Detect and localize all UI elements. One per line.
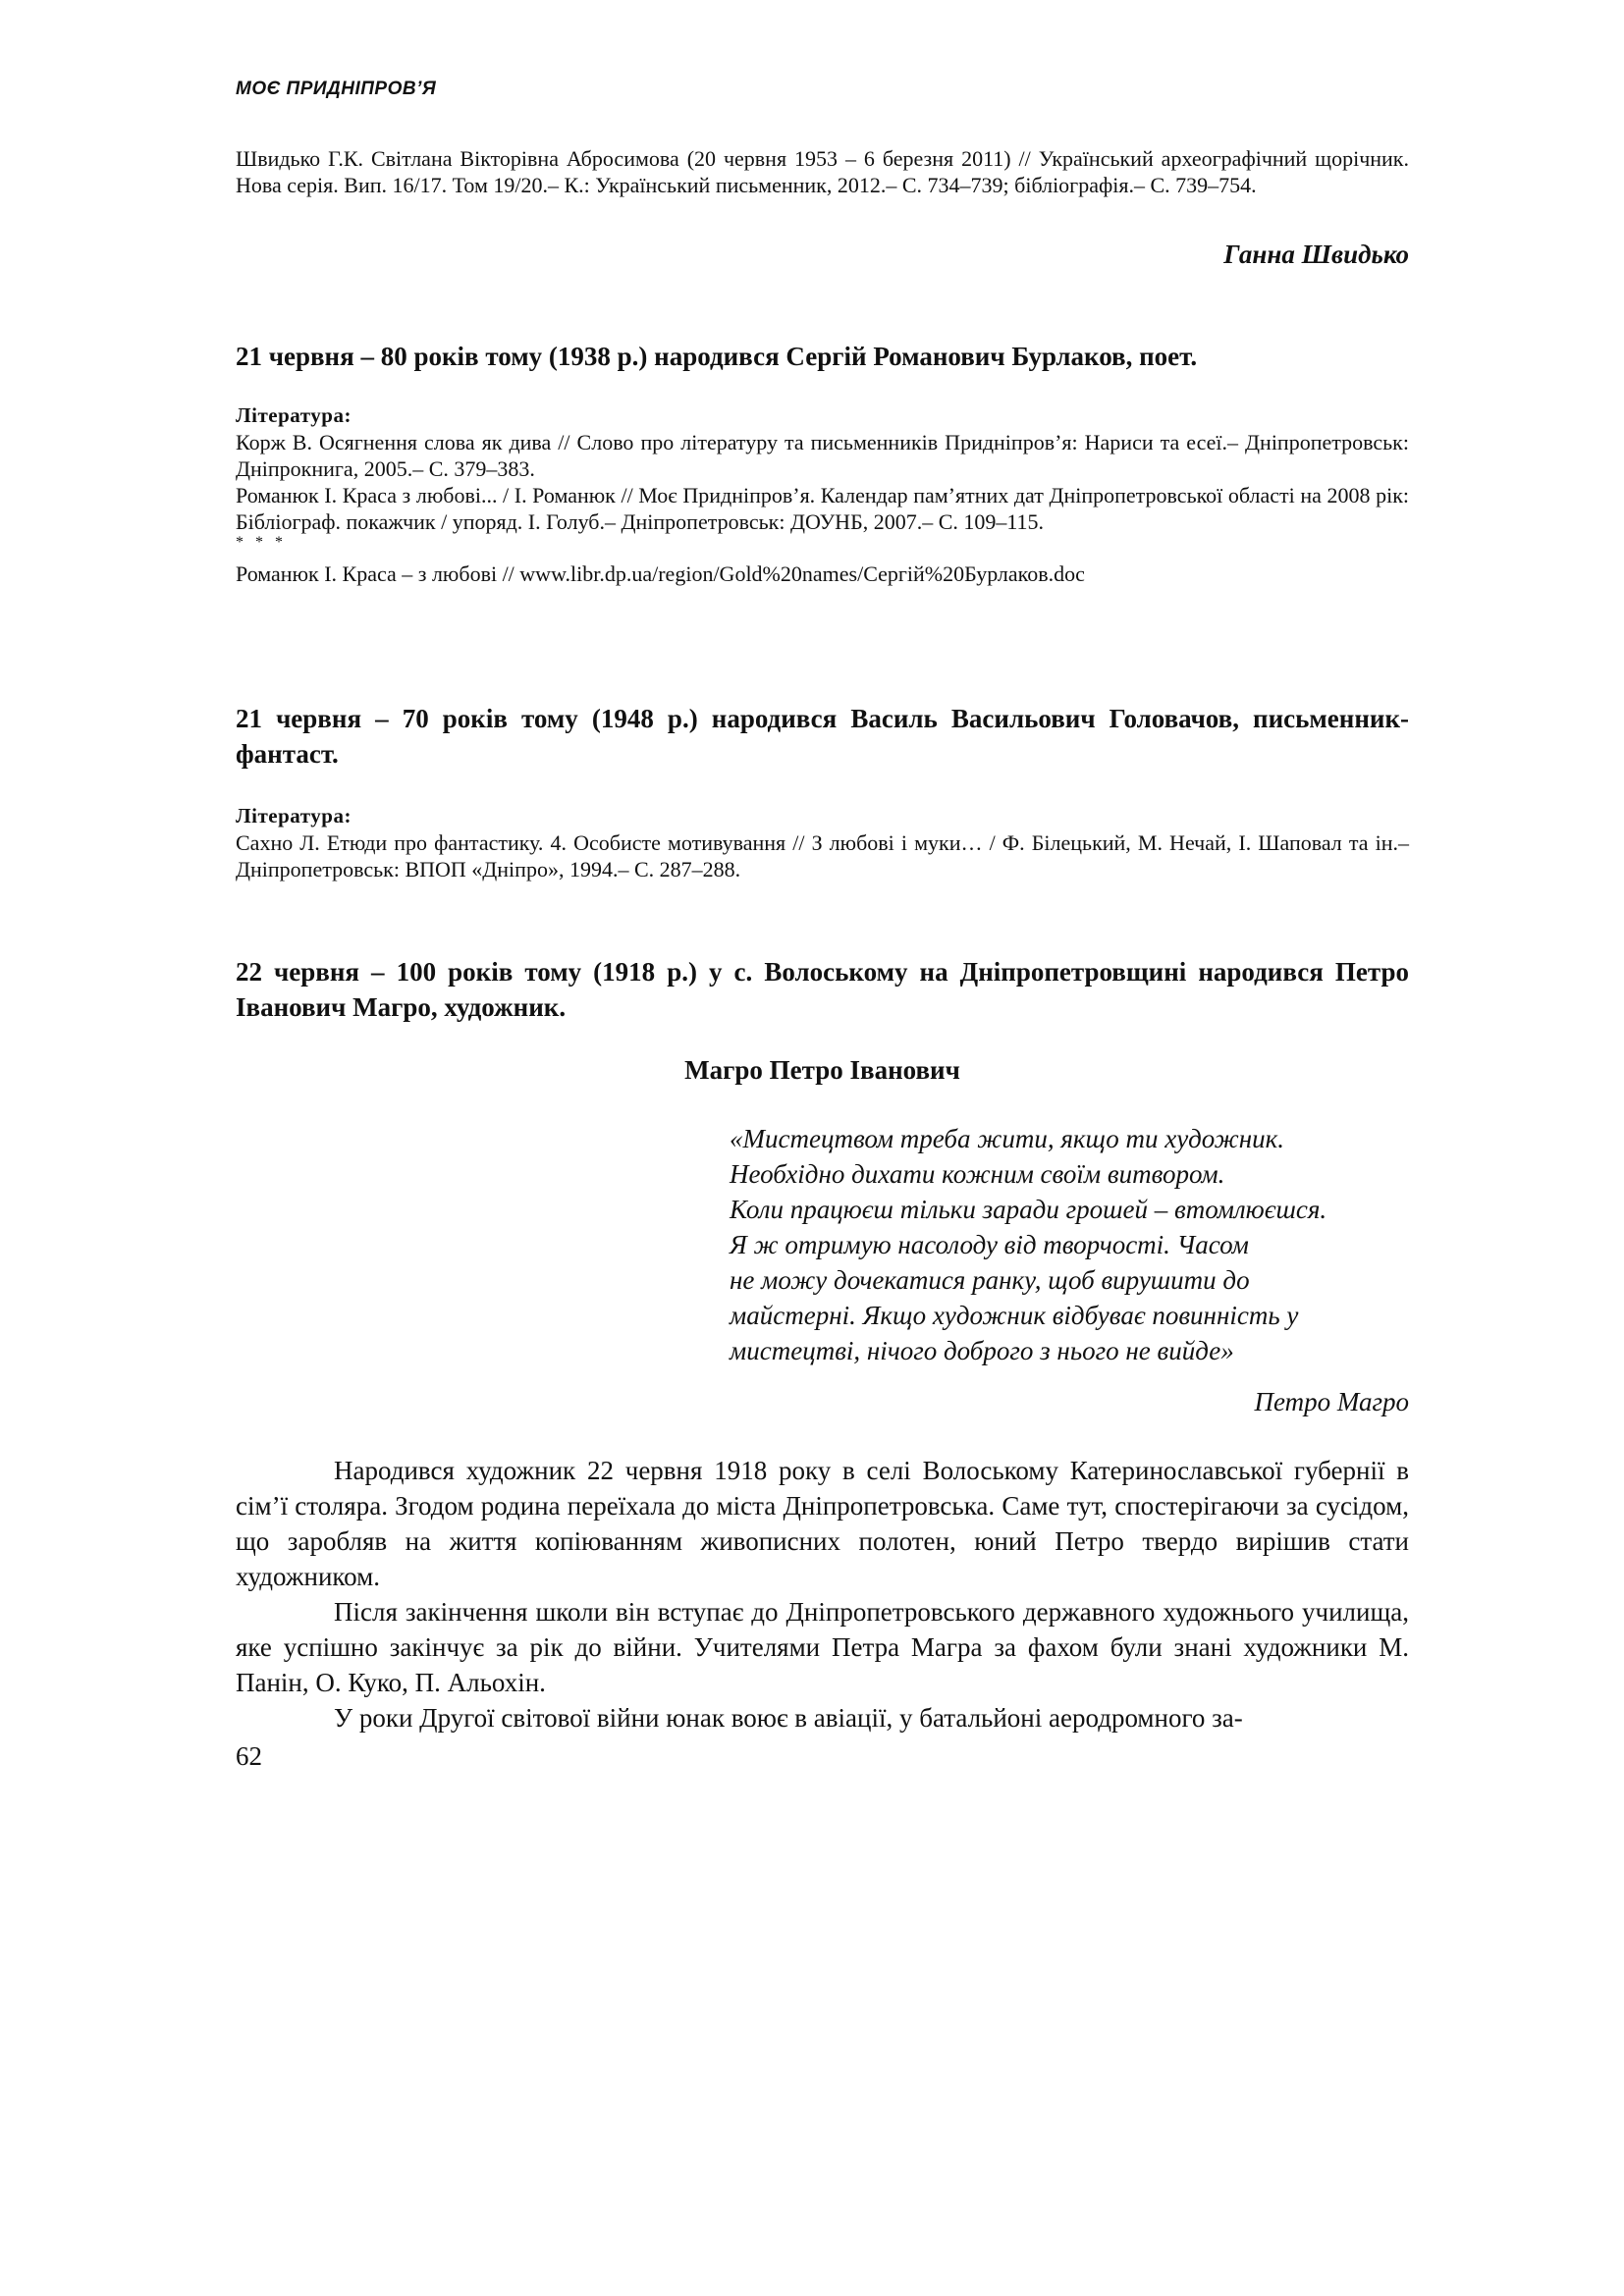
literature-ref-link: Романюк І. Краса – з любові // www.libr.dp.ua/region/Gold%20names/Сергій%20Бурлаков.doc	[236, 561, 1085, 586]
reference-text: Швидько Г.К. Світлана Вікторівна Абросимова (20 червня 1953 – 6 березня 2011) // Український археографічний щорічник. Нова серія. Вип. 16/17. Том 19/20.– К.: Український письменник, 2012.– С. 734–739; бібліографія.– С. 739–754.	[236, 146, 1409, 197]
event-heading-golovachov: 21 червня – 70 років тому (1948 р.) народився Василь Васильович Головачов, письменник-фантаст.	[236, 704, 1409, 769]
separator-stars: * * *	[236, 534, 287, 551]
body-paragraph: Після закінчення школи він вступає до Дніпропетровського державного художнього училища, яке успішно закінчує за рік до війни. Учителями Петра Магра за фахом були знані художники М. Панін, О. Куко, П. Альохін.	[236, 1597, 1409, 1697]
article-title: Магро Петро Іванович	[684, 1055, 960, 1085]
literature-ref: Романюк І. Краса з любові... / І. Романюк // Моє Придніпров’я. Календар пам’ятних дат Дніпропетровської області на 2008 рік: Бібліограф. покажчик / упоряд. І. Голуб.– Дніпропетровськ: ДОУНБ, 2007.– С. 109–115.	[236, 483, 1409, 534]
literature-label: Література:	[236, 804, 352, 828]
epigraph-line: Я ж отримую насолоду від творчості. Часом	[730, 1230, 1249, 1259]
epigraph-line: майстерні. Якщо художник відбуває повинність у	[730, 1301, 1299, 1330]
epigraph-line: не можу дочекатися ранку, щоб вирушити до	[730, 1265, 1250, 1295]
literature-ref: Корж В. Осягнення слова як дива // Слово про літературу та письменників Придніпров’я: Нариси та есеї.– Дніпропетровськ: Дніпрокнига, 2005.– С. 379–383.	[236, 430, 1409, 481]
epigraph-line: Коли працюєш тільки заради грошей – втомлюєшся.	[730, 1195, 1327, 1224]
page-number: 62	[236, 1741, 262, 1771]
document-page	[236, 0, 1409, 2296]
top-reference	[236, 145, 1409, 198]
epigraph-line: мистецтві, нічого доброго з нього не вийде»	[730, 1336, 1234, 1365]
event-heading-mahro: 22 червня – 100 років тому (1918 р.) у с. Волоському на Дніпропетровщині народився Петро Іванович Магро, художник.	[236, 957, 1409, 1022]
literature-label: Література:	[236, 403, 352, 427]
literature-block-burlakov	[236, 402, 1409, 587]
reference-author: Ганна Швидько	[1223, 240, 1409, 269]
epigraph-author: Петро Магро	[1254, 1387, 1409, 1416]
literature-block-golovachov	[236, 803, 1409, 882]
epigraph	[730, 1121, 1417, 1368]
event-heading-burlakov: 21 червня – 80 років тому (1938 р.) народився Сергій Романович Бурлаков, поет.	[236, 342, 1198, 371]
article-body	[236, 1453, 1409, 1735]
body-paragraph: У роки Другої світової війни юнак воює в авіації, у батальйоні аеродромного за-	[334, 1703, 1243, 1733]
body-paragraph: Народився художник 22 червня 1918 року в селі Волоському Катеринославської губернії в сім’ї столяра. Згодом родина переїхала до міста Дніпропетровська. Саме тут, спостерігаючи за сусідом, що заробляв на життя копіюванням живописних полотен, юний Петро твердо вирішив стати художником.	[236, 1456, 1409, 1591]
epigraph-line: Необхідно дихати кожним своїм витвором.	[730, 1159, 1225, 1189]
running-title: МОЄ ПРИДНІПРОВ’Я	[236, 79, 437, 99]
epigraph-line: «Мистецтвом треба жити, якщо ти художник.	[730, 1124, 1284, 1153]
literature-ref: Сахно Л. Етюди про фантастику. 4. Особисте мотивування // З любові і муки… / Ф. Білецький, М. Нечай, І. Шаповал та ін.– Дніпропетровськ: ВПОП «Дніпро», 1994.– С. 287–288.	[236, 830, 1409, 881]
